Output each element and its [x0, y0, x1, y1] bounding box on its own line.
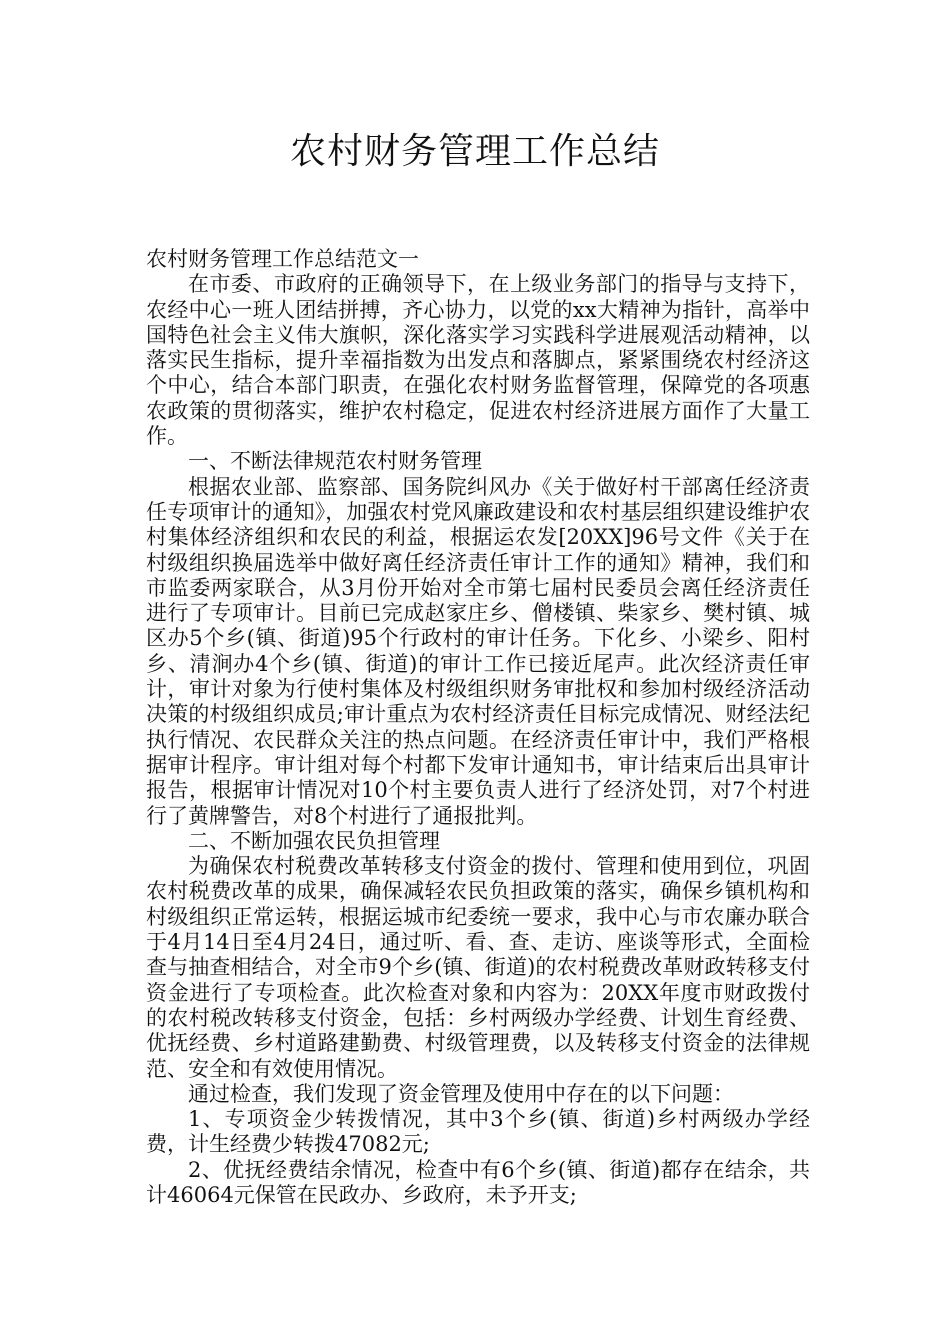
body-paragraph: 为确保农村税费改革转移支付资金的拨付、管理和使用到位，巩固农村税费改革的成果，确保减轻农民负担政策的落实，确保乡镇机构和村级组织正常运转，根据运城市纪委统一要求，我中心与市农廉办联合于4月14日至4月24日，通过听、看、查、走访、座谈等形式，全面检查与抽查相结合，对全市9个乡(镇、街道)的农村税费改革财政转移支付资金进行了专项检查。此次检查对象和内容为：20XX年度市财政拨付的农村税改转移支付资金，包括：乡村两级办学经费、计划生育经费、优抚经费、乡村道路建勤费、村级管理费，以及转移支付资金的法律规范、安全和有效使用情况。	[146, 854, 810, 1081]
body-paragraph: 1、专项资金少转拨情况，其中3个乡(镇、街道)乡村两级办学经费，计生经费少转拨47082元;	[146, 1107, 810, 1157]
document-body	[146, 247, 810, 1208]
body-paragraph: 2、优抚经费结余情况，检查中有6个乡(镇、街道)都存在结余，共计46064元保管在民政办、乡政府，未予开支;	[146, 1157, 810, 1207]
body-paragraph: 一、不断法律规范农村财务管理	[188, 449, 482, 474]
body-paragraph: 根据农业部、监察部、国务院纠风办《关于做好村干部离任经济责任专项审计的通知》，加强农村党风廉政建设和农村基层组织建设维护农村集体经济组织和农民的利益，根据运农发[20XX]96号文件《关于在村级组织换届选举中做好离任经济责任审计工作的通知》精神，我们和市监委两家联合，从3月份开始对全市第七届村民委员会离任经济责任进行了专项审计。目前已完成赵家庄乡、僧楼镇、柴家乡、樊村镇、城区办5个乡(镇、街道)95个行政村的审计任务。下化乡、小梁乡、阳村乡、清涧办4个乡(镇、街道)的审计工作已接近尾声。此次经济责任审计，审计对象为行使村集体及村级组织财务审批权和参加村级经济活动决策的村级组织成员;审计重点为农村经济责任目标完成情况、财经法纪执行情况、农民群众关注的热点问题。在经济责任审计中，我们严格根据审计程序。审计组对每个村都下发审计通知书，审计结束后出具审计报告，根据审计情况对10个村主要负责人进行了经济处罚，对7个村进行了黄牌警告，对8个村进行了通报批判。	[146, 474, 810, 828]
subtitle-paragraph: 农村财务管理工作总结范文一	[146, 247, 419, 271]
body-paragraph: 二、不断加强农民负担管理	[188, 828, 440, 853]
body-paragraph: 通过检查，我们发现了资金管理及使用中存在的以下问题：	[188, 1081, 734, 1106]
body-paragraph: 在市委、市政府的正确领导下，在上级业务部门的指导与支持下，农经中心一班人团结拼搏，齐心协力，以党的xx大精神为指针，高举中国特色社会主义伟大旗帜，深化落实学习实践科学进展观活动精神，以落实民生指标，提升幸福指数为出发点和落脚点，紧紧围绕农村经济这个中心，结合本部门职责，在强化农村财务监督管理，保障党的各项惠农政策的贯彻落实，维护农村稳定，促进农村经济进展方面作了大量工作。	[146, 272, 810, 449]
page-title: 农村财务管理工作总结	[289, 131, 660, 172]
